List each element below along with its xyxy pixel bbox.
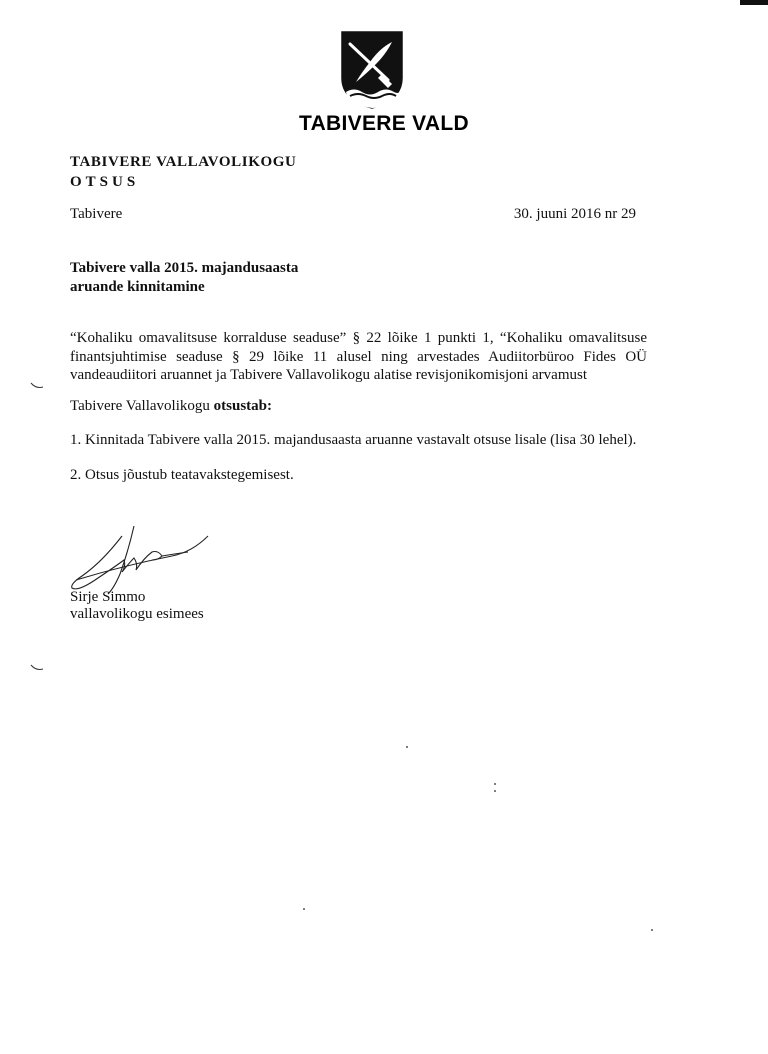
legal-basis-paragraph: “Kohaliku omavalitsuse korralduse seaduse” § 22 lõike 1 punkti 1, “Kohaliku omavalitsuse finantsjuhtimise seaduse § 29 lõike 11 alusel ning arvestades Audiitorbüroo Fides OÜ vandeaudiitori aruannet ja Tabivere Vallavolikogu alatise revisjonikomisjoni arvamust bbox=[70, 330, 647, 383]
council-name: TABIVERE VALLAVOLIKOGU bbox=[70, 154, 297, 170]
margin-tick-mark bbox=[30, 664, 44, 672]
decides-clause bbox=[70, 398, 272, 415]
scan-speck bbox=[406, 746, 408, 748]
scan-speck bbox=[303, 908, 305, 910]
decision-title-line-2: aruande kinnitamine bbox=[70, 279, 205, 295]
signatory-role: vallavolikogu esimees bbox=[70, 606, 204, 622]
decision-item-1: 1. Kinnitada Tabivere valla 2015. majandusaasta aruanne vastavalt otsuse lisale (lisa 30 lehel). bbox=[70, 432, 637, 448]
document-type: OTSUS bbox=[70, 174, 140, 190]
decides-keyword: otsustab: bbox=[213, 398, 272, 414]
coat-of-arms-icon bbox=[336, 30, 408, 110]
decision-item-2: 2. Otsus jõustub teatavakstegemisest. bbox=[70, 467, 294, 483]
scan-speck bbox=[651, 929, 653, 931]
signatory-name: Sirje Simmo bbox=[70, 589, 146, 605]
date-and-number: 30. juuni 2016 nr 29 bbox=[513, 206, 636, 222]
handwritten-signature bbox=[62, 522, 212, 598]
place-of-issue: Tabivere bbox=[70, 206, 123, 222]
scan-corner-mark bbox=[740, 0, 768, 5]
decision-title-line-1: Tabivere valla 2015. majandusaasta bbox=[70, 260, 299, 276]
scan-speck bbox=[494, 790, 496, 792]
municipality-name: TABIVERE VALD bbox=[299, 112, 469, 135]
margin-tick-mark bbox=[30, 382, 44, 390]
decides-prefix: Tabivere Vallavolikogu bbox=[70, 398, 214, 414]
scan-speck bbox=[494, 783, 496, 785]
